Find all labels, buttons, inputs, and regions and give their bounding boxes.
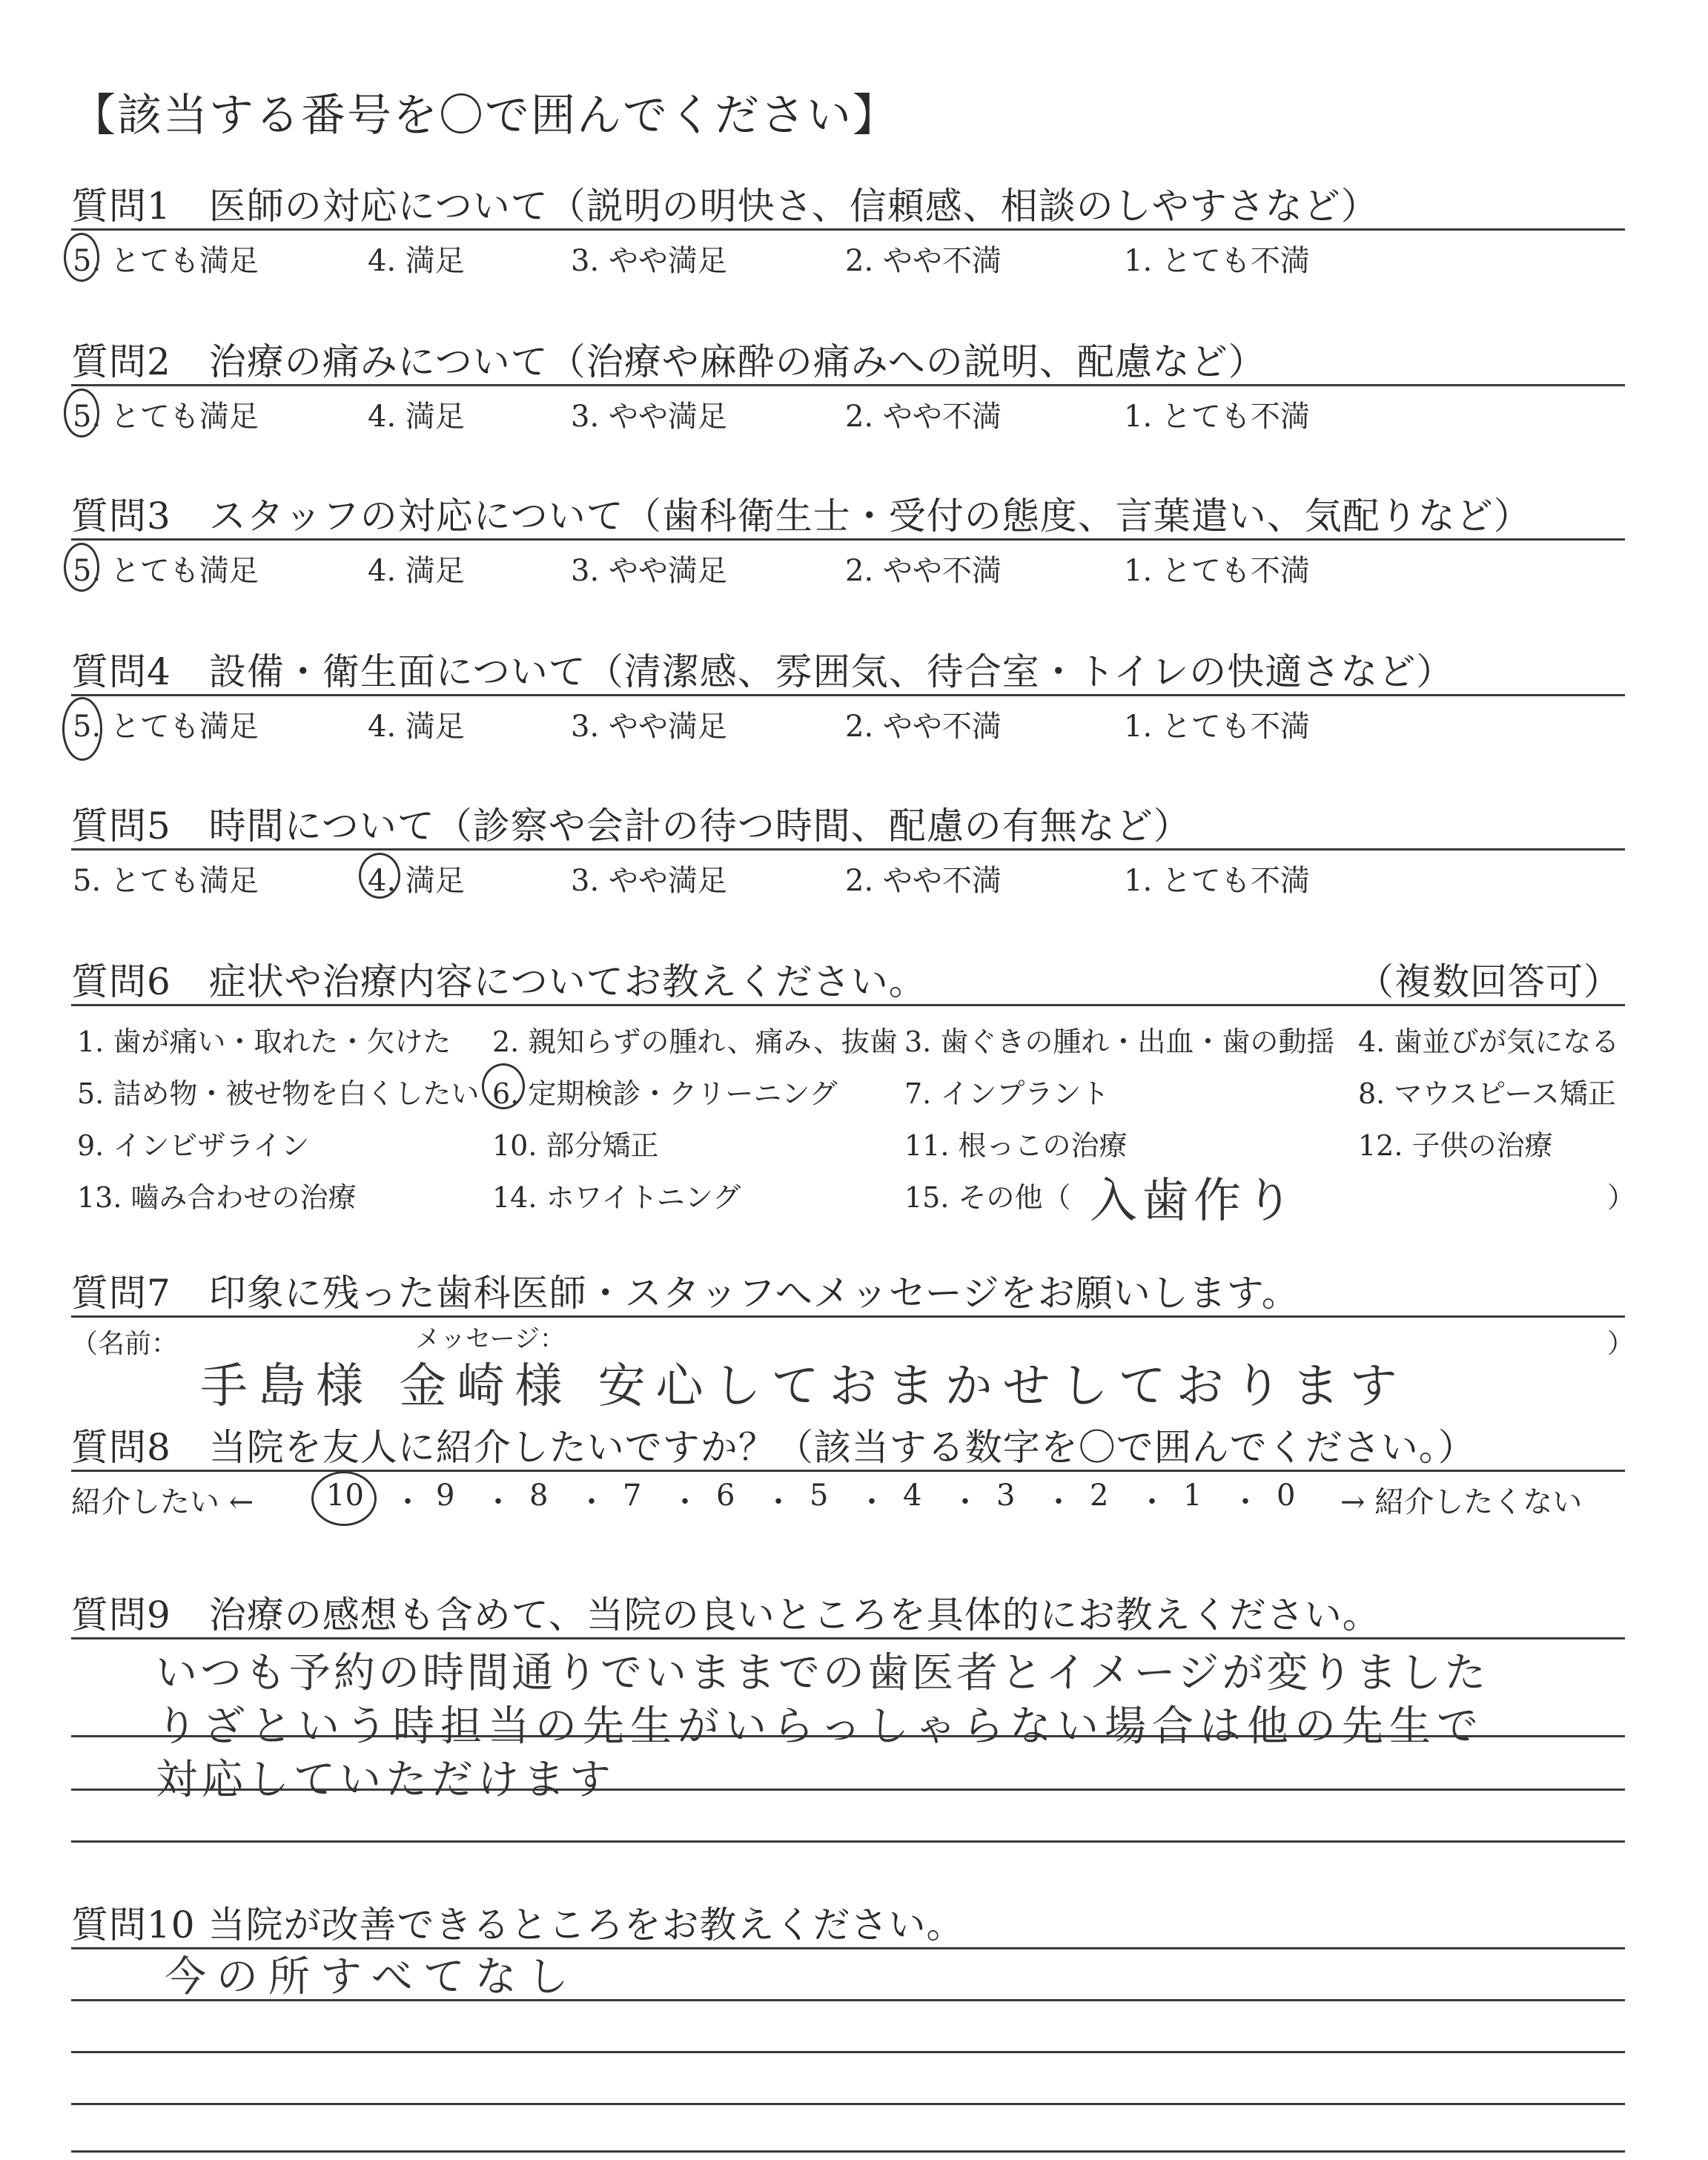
- q1-option-4[interactable]: 4. 満足: [368, 244, 465, 278]
- q6-note: （複数回答可）: [1357, 960, 1621, 1003]
- q6-item-15[interactable]: 15. その他（: [904, 1181, 1071, 1214]
- q1-heading: 質問1 医師の対応について（説明の明快さ、信頼感、相談のしやすさなど）: [71, 185, 1379, 228]
- q8-scale-10[interactable]: 10: [326, 1479, 364, 1513]
- q6-item-3[interactable]: 3. 歯ぐきの腫れ・出血・歯の動揺: [904, 1025, 1335, 1058]
- q2-option-3[interactable]: 3. やや満足: [571, 400, 727, 434]
- q6-item-4[interactable]: 4. 歯並びが気になる: [1358, 1025, 1620, 1058]
- q7-close-paren: ）: [1607, 1329, 1635, 1359]
- q8-scale-dot: ・: [393, 1485, 423, 1519]
- q2-option-4[interactable]: 4. 満足: [368, 400, 465, 434]
- q8-scale-dot: ・: [1044, 1485, 1073, 1519]
- q2-heading: 質問2 治療の痛みについて（治療や麻酔の痛みへの説明、配慮など）: [71, 340, 1266, 383]
- q8-scale-6[interactable]: 6: [716, 1479, 735, 1513]
- q6-item-13[interactable]: 13. 嚙み合わせの治療: [77, 1181, 357, 1214]
- q6-selection-circle: [482, 1063, 525, 1109]
- q6-item-1[interactable]: 1. 歯が痛い・取れた・欠けた: [77, 1025, 451, 1058]
- q6-rule: [71, 1004, 1625, 1006]
- q8-scale-dot: ・: [670, 1485, 700, 1519]
- q4-rule: [71, 694, 1625, 696]
- q5-option-3[interactable]: 3. やや満足: [571, 864, 727, 898]
- q6-item-6[interactable]: 6. 定期検診・クリーニング: [492, 1077, 838, 1110]
- q8-scale-4[interactable]: 4: [903, 1479, 922, 1513]
- q6-item-9[interactable]: 9. インビザライン: [77, 1129, 310, 1162]
- q8-scale-dot: ・: [483, 1485, 513, 1519]
- q5-rule: [71, 848, 1625, 851]
- q10-rule-4: [71, 2103, 1625, 2105]
- q8-right-label: → 紹介したくない: [1340, 1485, 1583, 1519]
- q10-handwritten-answer: 今の所すべてなし: [165, 1953, 579, 2001]
- q7-message-label: メッセージ：: [415, 1324, 565, 1354]
- q8-scale-3[interactable]: 3: [996, 1479, 1016, 1513]
- q3-rule: [71, 538, 1625, 541]
- q1-option-3[interactable]: 3. やや満足: [571, 244, 727, 278]
- q1-rule: [71, 228, 1625, 231]
- page-title: 【該当する番号を〇で囲んでください】: [71, 90, 898, 142]
- q1-option-1[interactable]: 1. とても不満: [1124, 244, 1310, 278]
- q8-scale-dot: ・: [1137, 1485, 1167, 1519]
- q6-item-10[interactable]: 10. 部分矯正: [492, 1129, 659, 1162]
- q4-option-1[interactable]: 1. とても不満: [1124, 710, 1310, 744]
- q9-answer-line-1: いつも予約の時間通りでいままでの歯医者とイメージが変りました: [156, 1649, 1489, 1697]
- q6-other-close: ）: [1607, 1181, 1636, 1214]
- q7-heading: 質問7 印象に残った歯科医師・スタッフへメッセージをお願いします。: [71, 1272, 1300, 1315]
- q7-handwritten-answer: 手島様 金崎様 安心しておまかせしております: [200, 1359, 1408, 1414]
- q2-selection-circle: [64, 389, 99, 437]
- q7-rule: [71, 1315, 1625, 1318]
- q6-item-5[interactable]: 5. 詰め物・被せ物を白くしたい: [77, 1077, 480, 1110]
- q6-item-14[interactable]: 14. ホワイトニング: [492, 1181, 741, 1214]
- q4-option-5[interactable]: 5. とても満足: [73, 710, 259, 744]
- q5-option-5[interactable]: 5. とても満足: [73, 864, 259, 898]
- q8-scale-dot: ・: [950, 1485, 980, 1519]
- q8-scale-0[interactable]: 0: [1277, 1479, 1296, 1513]
- q4-option-4[interactable]: 4. 満足: [368, 710, 465, 744]
- q9-heading: 質問9 治療の感想も含めて、当院の良いところを具体的にお教えください。: [71, 1593, 1380, 1636]
- q3-option-1[interactable]: 1. とても不満: [1124, 554, 1310, 588]
- q6-item-12[interactable]: 12. 子供の治療: [1358, 1129, 1553, 1162]
- q2-option-2[interactable]: 2. やや不満: [845, 400, 1002, 434]
- q9-rule-4: [71, 1840, 1625, 1843]
- q4-option-2[interactable]: 2. やや不満: [845, 710, 1002, 744]
- q8-scale-dot: ・: [857, 1485, 887, 1519]
- q5-option-4[interactable]: 4. 満足: [368, 864, 465, 898]
- q4-option-3[interactable]: 3. やや満足: [571, 710, 727, 744]
- q6-heading: 質問6 症状や治療内容についてお教えください。: [71, 960, 927, 1003]
- q8-scale-5[interactable]: 5: [810, 1479, 829, 1513]
- q3-option-2[interactable]: 2. やや不満: [845, 554, 1002, 588]
- q2-option-5[interactable]: 5. とても満足: [73, 400, 259, 434]
- q9-rule-1: [71, 1637, 1625, 1639]
- q6-item-8[interactable]: 8. マウスピース矯正: [1358, 1077, 1616, 1110]
- q8-scale-9[interactable]: 9: [436, 1479, 455, 1513]
- q8-selection-circle: [311, 1471, 377, 1526]
- q6-item-2[interactable]: 2. 親知らずの腫れ、痛み、抜歯: [492, 1025, 898, 1058]
- q8-scale-8[interactable]: 8: [529, 1479, 549, 1513]
- q3-option-4[interactable]: 4. 満足: [368, 554, 465, 588]
- q3-heading: 質問3 スタッフの対応について（歯科衛生士・受付の態度、言葉遣い、気配りなど）: [71, 495, 1532, 538]
- q10-rule-3: [71, 2051, 1625, 2053]
- q5-heading: 質問5 時間について（診察や会計の待つ時間、配慮の有無など）: [71, 805, 1191, 848]
- q6-item-11[interactable]: 11. 根っこの治療: [904, 1129, 1128, 1162]
- q10-heading: 質問10 当院が改善できるところをお教えください。: [71, 1903, 964, 1946]
- q1-selection-circle: [64, 233, 99, 282]
- q8-scale-7[interactable]: 7: [623, 1479, 642, 1513]
- q9-answer-line-2: りざという時担当の先生がいらっしゃらない場合は他の先生で: [156, 1702, 1484, 1751]
- q4-heading: 質問4 設備・衛生面について（清潔感、雰囲気、待合室・トイレの快適さなど）: [71, 650, 1454, 693]
- q8-scale-2[interactable]: 2: [1090, 1479, 1109, 1513]
- q2-rule: [71, 384, 1625, 386]
- q7-name-label: （名前：: [71, 1329, 179, 1359]
- q9-answer-line-3: 対応していただけます: [156, 1756, 615, 1804]
- q3-option-3[interactable]: 3. やや満足: [571, 554, 727, 588]
- q8-scale-1[interactable]: 1: [1183, 1479, 1202, 1513]
- q2-option-1[interactable]: 1. とても不満: [1124, 400, 1310, 434]
- q3-selection-circle: [64, 543, 99, 592]
- q8-left-label: 紹介したい ←: [71, 1485, 254, 1519]
- q1-option-2[interactable]: 2. やや不満: [845, 244, 1002, 278]
- q8-scale-dot: ・: [764, 1485, 793, 1519]
- q8-scale-dot: ・: [1231, 1485, 1260, 1519]
- q5-option-2[interactable]: 2. やや不満: [845, 864, 1002, 898]
- q6-other-answer: 入歯作り: [1090, 1174, 1297, 1229]
- q3-option-5[interactable]: 5. とても満足: [73, 554, 259, 588]
- q5-option-1[interactable]: 1. とても不満: [1124, 864, 1310, 898]
- q8-heading: 質問8 当院を友人に紹介したいですか？（該当する数字を〇で囲んでください。）: [71, 1426, 1476, 1469]
- q8-scale-dot: ・: [577, 1485, 606, 1519]
- q8-rule: [71, 1470, 1625, 1472]
- q5-selection-circle: [359, 853, 400, 899]
- q4-selection-circle: [62, 697, 102, 761]
- q1-option-5[interactable]: 5. とても満足: [73, 244, 259, 278]
- q10-rule-5: [71, 2150, 1625, 2153]
- q6-item-7[interactable]: 7. インプラント: [904, 1077, 1110, 1110]
